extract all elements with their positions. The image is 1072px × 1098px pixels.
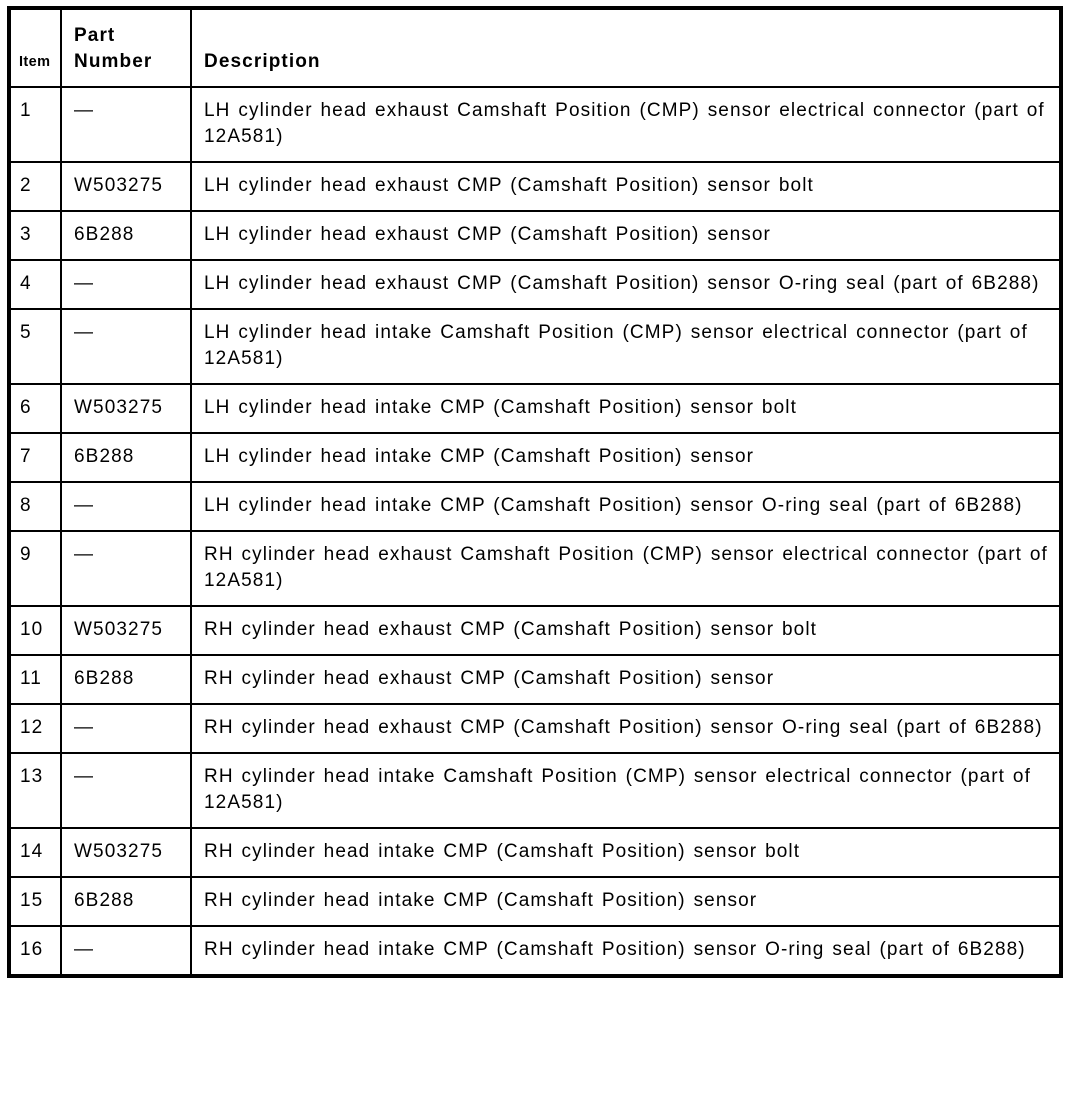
description-cell: RH cylinder head intake CMP (Camshaft Position) sensor bolt xyxy=(191,828,1061,877)
table-row xyxy=(9,531,1061,606)
item-cell: 7 xyxy=(9,433,61,482)
part-number-cell: — xyxy=(61,704,191,753)
table-row xyxy=(9,260,1061,309)
part-number-cell: — xyxy=(61,482,191,531)
table-row xyxy=(9,384,1061,433)
item-cell: 12 xyxy=(9,704,61,753)
item-cell: 5 xyxy=(9,309,61,384)
column-header-item: Item xyxy=(9,8,61,87)
item-cell: 13 xyxy=(9,753,61,828)
part-number-cell: 6B288 xyxy=(61,211,191,260)
item-cell: 6 xyxy=(9,384,61,433)
item-cell: 16 xyxy=(9,926,61,976)
item-cell: 10 xyxy=(9,606,61,655)
description-cell: RH cylinder head exhaust CMP (Camshaft Position) sensor bolt xyxy=(191,606,1061,655)
part-number-cell: W503275 xyxy=(61,828,191,877)
description-cell: LH cylinder head intake CMP (Camshaft Position) sensor xyxy=(191,433,1061,482)
part-number-cell: — xyxy=(61,531,191,606)
table-row xyxy=(9,87,1061,162)
table-row xyxy=(9,828,1061,877)
table-row xyxy=(9,211,1061,260)
part-number-cell: — xyxy=(61,87,191,162)
table-row xyxy=(9,606,1061,655)
header-row xyxy=(9,8,1061,87)
description-cell: RH cylinder head intake Camshaft Position (CMP) sensor electrical connector (part of 12A581) xyxy=(191,753,1061,828)
table-row xyxy=(9,655,1061,704)
item-cell: 4 xyxy=(9,260,61,309)
description-cell: RH cylinder head exhaust CMP (Camshaft Position) sensor xyxy=(191,655,1061,704)
table-row xyxy=(9,877,1061,926)
table-body xyxy=(9,87,1061,976)
part-number-cell: W503275 xyxy=(61,162,191,211)
description-cell: LH cylinder head intake CMP (Camshaft Position) sensor bolt xyxy=(191,384,1061,433)
table-row xyxy=(9,433,1061,482)
item-cell: 3 xyxy=(9,211,61,260)
part-number-cell: 6B288 xyxy=(61,877,191,926)
item-cell: 15 xyxy=(9,877,61,926)
part-number-cell: — xyxy=(61,309,191,384)
description-cell: LH cylinder head exhaust CMP (Camshaft Position) sensor O-ring seal (part of 6B288) xyxy=(191,260,1061,309)
description-cell: RH cylinder head exhaust CMP (Camshaft Position) sensor O-ring seal (part of 6B288) xyxy=(191,704,1061,753)
part-number-cell: 6B288 xyxy=(61,433,191,482)
table-row xyxy=(9,704,1061,753)
description-cell: LH cylinder head intake CMP (Camshaft Position) sensor O-ring seal (part of 6B288) xyxy=(191,482,1061,531)
table-row xyxy=(9,309,1061,384)
item-cell: 9 xyxy=(9,531,61,606)
part-number-cell: — xyxy=(61,926,191,976)
part-number-cell: W503275 xyxy=(61,606,191,655)
table-row xyxy=(9,162,1061,211)
description-cell: LH cylinder head exhaust Camshaft Position (CMP) sensor electrical connector (part of 12A581) xyxy=(191,87,1061,162)
part-number-cell: — xyxy=(61,753,191,828)
table-row xyxy=(9,482,1061,531)
item-cell: 8 xyxy=(9,482,61,531)
description-cell: LH cylinder head exhaust CMP (Camshaft Position) sensor bolt xyxy=(191,162,1061,211)
description-cell: LH cylinder head exhaust CMP (Camshaft Position) sensor xyxy=(191,211,1061,260)
parts-table xyxy=(7,6,1063,978)
description-cell: LH cylinder head intake Camshaft Position (CMP) sensor electrical connector (part of 12A581) xyxy=(191,309,1061,384)
table-row xyxy=(9,753,1061,828)
part-number-cell: — xyxy=(61,260,191,309)
part-number-cell: 6B288 xyxy=(61,655,191,704)
item-cell: 2 xyxy=(9,162,61,211)
item-cell: 14 xyxy=(9,828,61,877)
item-cell: 1 xyxy=(9,87,61,162)
description-cell: RH cylinder head intake CMP (Camshaft Position) sensor xyxy=(191,877,1061,926)
description-cell: RH cylinder head exhaust Camshaft Position (CMP) sensor electrical connector (part of 12A581) xyxy=(191,531,1061,606)
column-header-description: Description xyxy=(191,8,1061,87)
column-header-part-number: Part Number xyxy=(61,8,191,87)
table-row xyxy=(9,926,1061,976)
part-number-cell: W503275 xyxy=(61,384,191,433)
description-cell: RH cylinder head intake CMP (Camshaft Position) sensor O-ring seal (part of 6B288) xyxy=(191,926,1061,976)
item-cell: 11 xyxy=(9,655,61,704)
